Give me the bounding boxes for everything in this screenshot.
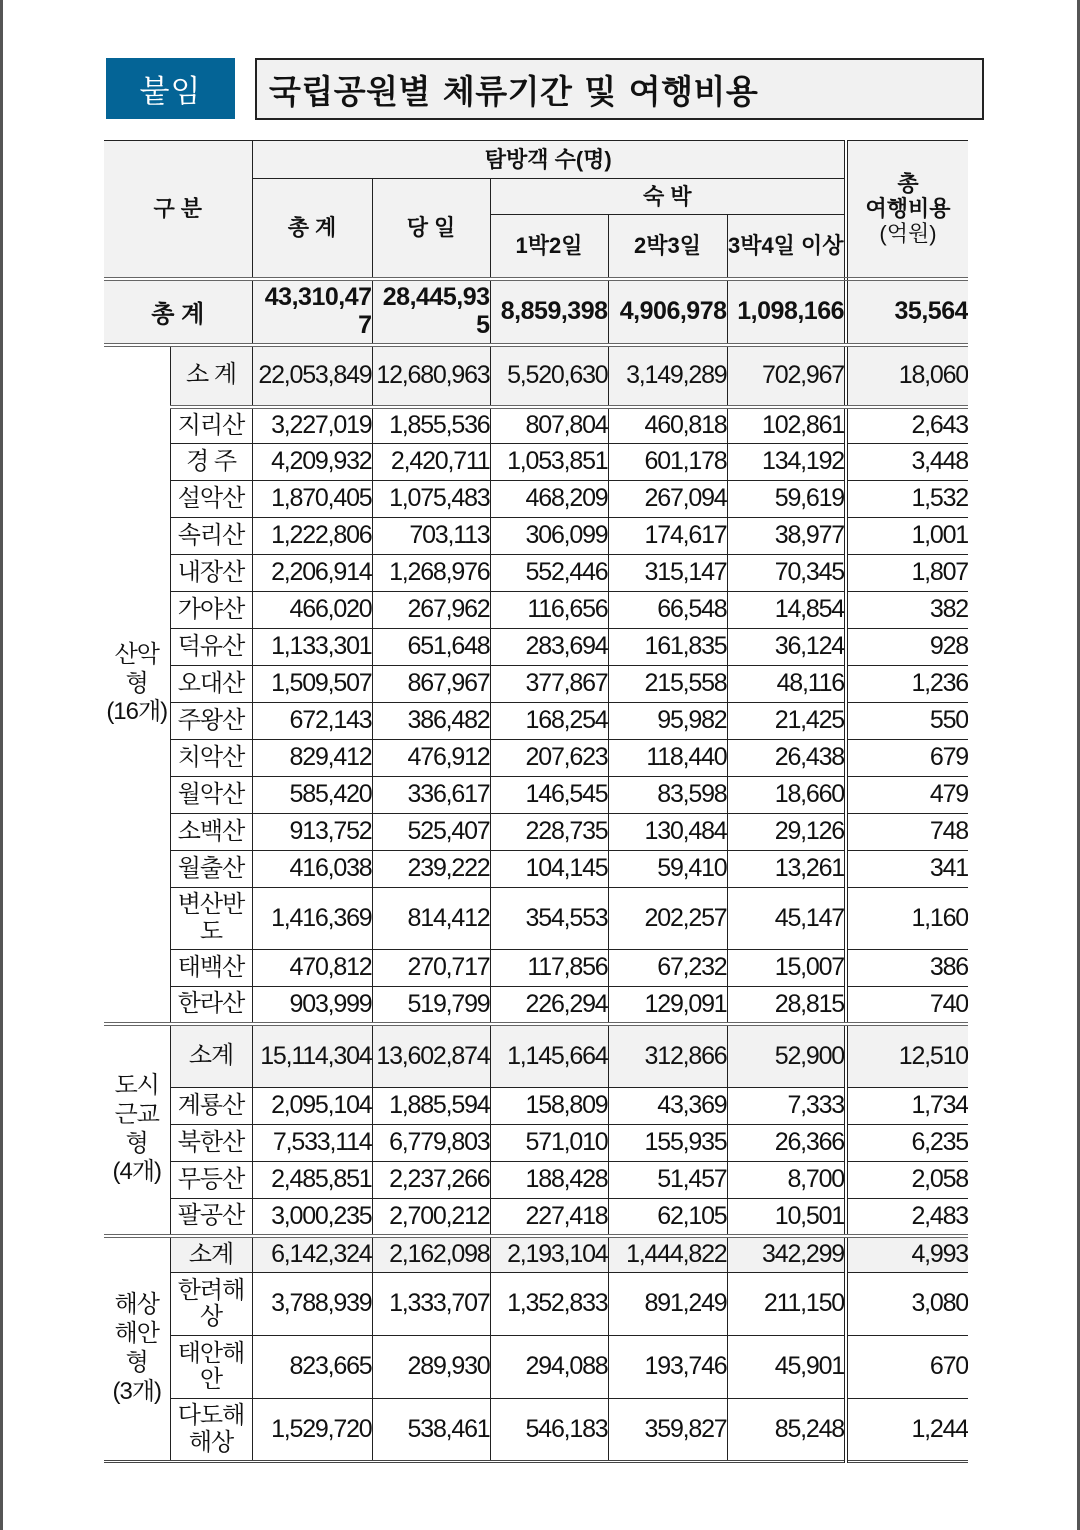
- subtotal-label: 소 계: [170, 345, 252, 407]
- day-trip-cell: 267,962: [372, 592, 490, 629]
- subtotal-3n4d-plus: 52,900: [727, 1024, 846, 1088]
- 2n3d-cell: 95,982: [608, 703, 727, 740]
- table-row: [104, 1199, 968, 1236]
- day-trip-cell: 703,113: [372, 518, 490, 555]
- total-cell: 1,222,806: [252, 518, 372, 555]
- cost-cell: 386: [846, 950, 968, 987]
- 2n3d-cell: 315,147: [608, 555, 727, 592]
- park-name: 경 주: [170, 444, 252, 481]
- park-name: 무등산: [170, 1162, 252, 1199]
- cost-cell: 550: [846, 703, 968, 740]
- subtotal-cost: 18,060: [846, 345, 968, 407]
- 3n4d-plus-cell: 26,438: [727, 740, 846, 777]
- 1n2d-cell: 552,446: [490, 555, 608, 592]
- grand-total-row: [104, 279, 968, 345]
- 3n4d-plus-cell: 45,901: [727, 1336, 846, 1399]
- 2n3d-cell: 174,617: [608, 518, 727, 555]
- table-row: [104, 592, 968, 629]
- 3n4d-plus-cell: 15,007: [727, 950, 846, 987]
- 3n4d-plus-cell: 102,861: [727, 407, 846, 444]
- subtotal-label: 소계: [170, 1236, 252, 1273]
- total-cell: 1,416,369: [252, 888, 372, 950]
- subtotal-2n3d: 312,866: [608, 1024, 727, 1088]
- total-cell: 913,752: [252, 814, 372, 851]
- 2n3d-cell: 891,249: [608, 1273, 727, 1336]
- cost-cell: 1,236: [846, 666, 968, 703]
- group-label-urban: 도시 근교 형 (4개): [104, 1024, 170, 1236]
- 1n2d-cell: 283,694: [490, 629, 608, 666]
- header-category: 구 분: [104, 141, 252, 279]
- 2n3d-cell: 155,935: [608, 1125, 727, 1162]
- cost-cell: 382: [846, 592, 968, 629]
- cost-cell: 3,080: [846, 1273, 968, 1336]
- header-total-cost: 총 여행비용 (억원): [846, 141, 968, 279]
- grand-total-3n4d-plus: 1,098,166: [727, 279, 846, 345]
- park-name: 다도해해상: [170, 1399, 252, 1462]
- 3n4d-plus-cell: 10,501: [727, 1199, 846, 1236]
- 3n4d-plus-cell: 45,147: [727, 888, 846, 950]
- table-row: [104, 444, 968, 481]
- 3n4d-plus-cell: 26,366: [727, 1125, 846, 1162]
- header-day-trip: 당 일: [372, 179, 490, 279]
- 1n2d-cell: 168,254: [490, 703, 608, 740]
- cost-cell: 1,244: [846, 1399, 968, 1462]
- day-trip-cell: 2,420,711: [372, 444, 490, 481]
- park-name: 지리산: [170, 407, 252, 444]
- day-trip-cell: 476,912: [372, 740, 490, 777]
- 3n4d-plus-cell: 36,124: [727, 629, 846, 666]
- cost-cell: 2,058: [846, 1162, 968, 1199]
- grand-total-total: 43,310,477: [252, 279, 372, 345]
- cost-cell: 1,807: [846, 555, 968, 592]
- total-cell: 672,143: [252, 703, 372, 740]
- 3n4d-plus-cell: 7,333: [727, 1088, 846, 1125]
- attachment-badge: [106, 58, 235, 119]
- park-name: 북한산: [170, 1125, 252, 1162]
- 1n2d-cell: 377,867: [490, 666, 608, 703]
- total-cell: 466,020: [252, 592, 372, 629]
- day-trip-cell: 386,482: [372, 703, 490, 740]
- 1n2d-cell: 807,804: [490, 407, 608, 444]
- 3n4d-plus-cell: 8,700: [727, 1162, 846, 1199]
- table-row: [104, 518, 968, 555]
- day-trip-cell: 519,799: [372, 987, 490, 1024]
- cost-cell: 341: [846, 851, 968, 888]
- table-row: [104, 703, 968, 740]
- total-cell: 823,665: [252, 1336, 372, 1399]
- table-row: [104, 1162, 968, 1199]
- cost-cell: 748: [846, 814, 968, 851]
- 3n4d-plus-cell: 85,248: [727, 1399, 846, 1462]
- 3n4d-plus-cell: 48,116: [727, 666, 846, 703]
- subtotal-total: 6,142,324: [252, 1236, 372, 1273]
- 2n3d-cell: 601,178: [608, 444, 727, 481]
- subtotal-day-trip: 12,680,963: [372, 345, 490, 407]
- 1n2d-cell: 146,545: [490, 777, 608, 814]
- total-cell: 3,227,019: [252, 407, 372, 444]
- park-name: 태백산: [170, 950, 252, 987]
- 2n3d-cell: 267,094: [608, 481, 727, 518]
- total-cell: 7,533,114: [252, 1125, 372, 1162]
- 3n4d-plus-cell: 70,345: [727, 555, 846, 592]
- 2n3d-cell: 118,440: [608, 740, 727, 777]
- total-cell: 3,788,939: [252, 1273, 372, 1336]
- 3n4d-plus-cell: 21,425: [727, 703, 846, 740]
- 3n4d-plus-cell: 59,619: [727, 481, 846, 518]
- urban-subtotal-row: [104, 1024, 968, 1088]
- total-cell: 4,209,932: [252, 444, 372, 481]
- day-trip-cell: 6,779,803: [372, 1125, 490, 1162]
- document-title: 국립공원별 체류기간 및 여행비용: [269, 71, 759, 111]
- subtotal-1n2d: 1,145,664: [490, 1024, 608, 1088]
- day-trip-cell: 525,407: [372, 814, 490, 851]
- cost-cell: 6,235: [846, 1125, 968, 1162]
- subtotal-1n2d: 2,193,104: [490, 1236, 608, 1273]
- header-2n3d: 2박3일: [608, 215, 727, 279]
- day-trip-cell: 2,700,212: [372, 1199, 490, 1236]
- table-row: [104, 740, 968, 777]
- park-name: 변산반도: [170, 888, 252, 950]
- day-trip-cell: 538,461: [372, 1399, 490, 1462]
- table-row: [104, 851, 968, 888]
- subtotal-1n2d: 5,520,630: [490, 345, 608, 407]
- table-row: [104, 481, 968, 518]
- park-name: 팔공산: [170, 1199, 252, 1236]
- 1n2d-cell: 294,088: [490, 1336, 608, 1399]
- day-trip-cell: 814,412: [372, 888, 490, 950]
- 3n4d-plus-cell: 211,150: [727, 1273, 846, 1336]
- attachment-badge-label: 붙임: [139, 74, 202, 110]
- 1n2d-cell: 546,183: [490, 1399, 608, 1462]
- 2n3d-cell: 129,091: [608, 987, 727, 1024]
- park-name: 계룡산: [170, 1088, 252, 1125]
- subtotal-2n3d: 1,444,822: [608, 1236, 727, 1273]
- park-name: 월악산: [170, 777, 252, 814]
- park-name: 치악산: [170, 740, 252, 777]
- subtotal-cost: 4,993: [846, 1236, 968, 1273]
- 2n3d-cell: 43,369: [608, 1088, 727, 1125]
- 3n4d-plus-cell: 14,854: [727, 592, 846, 629]
- 1n2d-cell: 228,735: [490, 814, 608, 851]
- document-title-box: [255, 58, 984, 120]
- header-1n2d: 1박2일: [490, 215, 608, 279]
- 1n2d-cell: 1,053,851: [490, 444, 608, 481]
- 1n2d-cell: 306,099: [490, 518, 608, 555]
- table-row: [104, 888, 968, 950]
- mountain-subtotal-row: [104, 345, 968, 407]
- table-row: [104, 1336, 968, 1399]
- table-row: [104, 407, 968, 444]
- total-cell: 2,485,851: [252, 1162, 372, 1199]
- day-trip-cell: 1,075,483: [372, 481, 490, 518]
- cost-cell: 3,448: [846, 444, 968, 481]
- total-cell: 829,412: [252, 740, 372, 777]
- 1n2d-cell: 1,352,833: [490, 1273, 608, 1336]
- header-visitors: 탐방객 수(명): [252, 141, 846, 179]
- park-name: 소백산: [170, 814, 252, 851]
- 2n3d-cell: 83,598: [608, 777, 727, 814]
- table-row: [104, 1125, 968, 1162]
- total-cell: 3,000,235: [252, 1199, 372, 1236]
- park-name: 한려해상: [170, 1273, 252, 1336]
- 1n2d-cell: 226,294: [490, 987, 608, 1024]
- total-cell: 903,999: [252, 987, 372, 1024]
- 2n3d-cell: 51,457: [608, 1162, 727, 1199]
- 2n3d-cell: 130,484: [608, 814, 727, 851]
- group-label-mountain: 산악 형 (16개): [104, 345, 170, 1024]
- grand-total-1n2d: 8,859,398: [490, 279, 608, 345]
- 2n3d-cell: 460,818: [608, 407, 727, 444]
- header-total: 총 계: [252, 179, 372, 279]
- 3n4d-plus-cell: 134,192: [727, 444, 846, 481]
- 3n4d-plus-cell: 13,261: [727, 851, 846, 888]
- day-trip-cell: 239,222: [372, 851, 490, 888]
- park-name: 속리산: [170, 518, 252, 555]
- subtotal-total: 22,053,849: [252, 345, 372, 407]
- cost-cell: 1,532: [846, 481, 968, 518]
- subtotal-day-trip: 13,602,874: [372, 1024, 490, 1088]
- stay-cost-table: [104, 140, 968, 1463]
- subtotal-cost: 12,510: [846, 1024, 968, 1088]
- cost-cell: 1,001: [846, 518, 968, 555]
- total-cell: 585,420: [252, 777, 372, 814]
- cost-cell: 479: [846, 777, 968, 814]
- 3n4d-plus-cell: 28,815: [727, 987, 846, 1024]
- 2n3d-cell: 67,232: [608, 950, 727, 987]
- park-name: 가야산: [170, 592, 252, 629]
- table-row: [104, 629, 968, 666]
- day-trip-cell: 867,967: [372, 666, 490, 703]
- total-cell: 1,509,507: [252, 666, 372, 703]
- park-name: 태안해안: [170, 1336, 252, 1399]
- table-row: [104, 1399, 968, 1462]
- grand-total-cost: 35,564: [846, 279, 968, 345]
- 1n2d-cell: 158,809: [490, 1088, 608, 1125]
- subtotal-2n3d: 3,149,289: [608, 345, 727, 407]
- subtotal-total: 15,114,304: [252, 1024, 372, 1088]
- subtotal-3n4d-plus: 342,299: [727, 1236, 846, 1273]
- table-row: [104, 555, 968, 592]
- cost-cell: 670: [846, 1336, 968, 1399]
- park-name: 주왕산: [170, 703, 252, 740]
- total-cell: 1,529,720: [252, 1399, 372, 1462]
- cost-cell: 928: [846, 629, 968, 666]
- 2n3d-cell: 359,827: [608, 1399, 727, 1462]
- total-cell: 470,812: [252, 950, 372, 987]
- day-trip-cell: 1,268,976: [372, 555, 490, 592]
- grand-total-2n3d: 4,906,978: [608, 279, 727, 345]
- day-trip-cell: 270,717: [372, 950, 490, 987]
- 2n3d-cell: 193,746: [608, 1336, 727, 1399]
- 1n2d-cell: 117,856: [490, 950, 608, 987]
- table-row: [104, 987, 968, 1024]
- table-row: [104, 950, 968, 987]
- cost-cell: 1,160: [846, 888, 968, 950]
- subtotal-3n4d-plus: 702,967: [727, 345, 846, 407]
- park-name: 덕유산: [170, 629, 252, 666]
- total-cell: 1,133,301: [252, 629, 372, 666]
- table-row: [104, 1088, 968, 1125]
- 1n2d-cell: 104,145: [490, 851, 608, 888]
- cost-cell: 2,643: [846, 407, 968, 444]
- day-trip-cell: 1,333,707: [372, 1273, 490, 1336]
- table-row: [104, 814, 968, 851]
- subtotal-label: 소계: [170, 1024, 252, 1088]
- day-trip-cell: 651,648: [372, 629, 490, 666]
- park-name: 설악산: [170, 481, 252, 518]
- cost-cell: 740: [846, 987, 968, 1024]
- 1n2d-cell: 188,428: [490, 1162, 608, 1199]
- day-trip-cell: 1,855,536: [372, 407, 490, 444]
- 3n4d-plus-cell: 38,977: [727, 518, 846, 555]
- 1n2d-cell: 468,209: [490, 481, 608, 518]
- 1n2d-cell: 571,010: [490, 1125, 608, 1162]
- 2n3d-cell: 215,558: [608, 666, 727, 703]
- cost-cell: 2,483: [846, 1199, 968, 1236]
- total-cell: 2,095,104: [252, 1088, 372, 1125]
- 1n2d-cell: 207,623: [490, 740, 608, 777]
- day-trip-cell: 289,930: [372, 1336, 490, 1399]
- 3n4d-plus-cell: 29,126: [727, 814, 846, 851]
- header-3n4d-plus: 3박4일 이상: [727, 215, 846, 279]
- day-trip-cell: 1,885,594: [372, 1088, 490, 1125]
- park-name: 내장산: [170, 555, 252, 592]
- day-trip-cell: 336,617: [372, 777, 490, 814]
- total-cell: 1,870,405: [252, 481, 372, 518]
- table-row: [104, 1273, 968, 1336]
- 2n3d-cell: 202,257: [608, 888, 727, 950]
- day-trip-cell: 2,237,266: [372, 1162, 490, 1199]
- cost-cell: 1,734: [846, 1088, 968, 1125]
- group-label-coastal: 해상 해안 형 (3개): [104, 1236, 170, 1462]
- 3n4d-plus-cell: 18,660: [727, 777, 846, 814]
- grand-total-day-trip: 28,445,935: [372, 279, 490, 345]
- cost-cell: 679: [846, 740, 968, 777]
- table-row: [104, 777, 968, 814]
- 2n3d-cell: 66,548: [608, 592, 727, 629]
- subtotal-day-trip: 2,162,098: [372, 1236, 490, 1273]
- total-cell: 2,206,914: [252, 555, 372, 592]
- total-cell: 416,038: [252, 851, 372, 888]
- table-row: [104, 666, 968, 703]
- park-name: 월출산: [170, 851, 252, 888]
- 2n3d-cell: 62,105: [608, 1199, 727, 1236]
- park-name: 한라산: [170, 987, 252, 1024]
- grand-total-label: 총 계: [104, 279, 252, 345]
- 1n2d-cell: 116,656: [490, 592, 608, 629]
- 2n3d-cell: 161,835: [608, 629, 727, 666]
- page-border-left: [0, 0, 3, 1530]
- 2n3d-cell: 59,410: [608, 851, 727, 888]
- header-overnight: 숙 박: [490, 179, 846, 215]
- 1n2d-cell: 354,553: [490, 888, 608, 950]
- 1n2d-cell: 227,418: [490, 1199, 608, 1236]
- coastal-subtotal-row: [104, 1236, 968, 1273]
- park-name: 오대산: [170, 666, 252, 703]
